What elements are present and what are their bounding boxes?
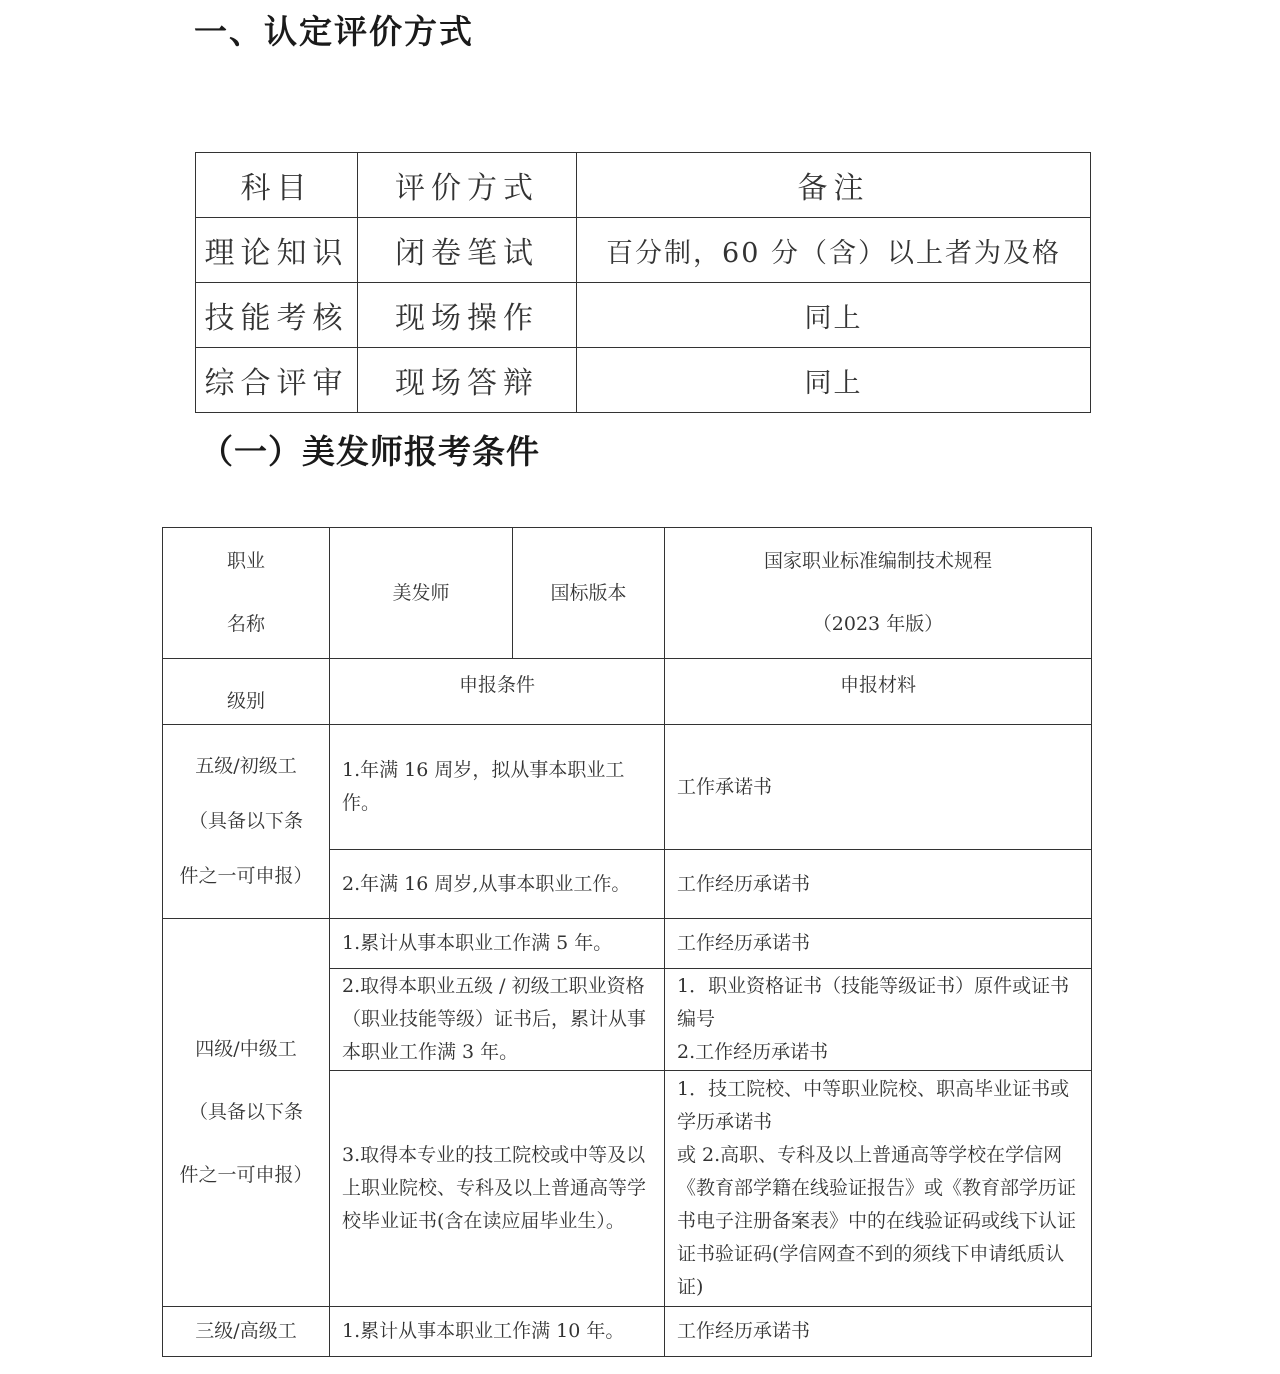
- section-title-evaluation: 一、认定评价方式: [194, 12, 474, 51]
- level-name: 五级/初级工: [195, 755, 297, 777]
- condition-cell: 2.年满 16 周岁,从事本职业工作。: [330, 850, 665, 919]
- header-materials: 申报材料: [665, 659, 1092, 725]
- level-note-line2: 件之一可申报）: [179, 865, 313, 887]
- material-cell: 工作经历承诺书: [665, 850, 1092, 919]
- table-header-row: [196, 153, 1091, 218]
- method-cell: 现场答辩: [358, 348, 577, 413]
- table-row: [196, 348, 1091, 413]
- note-cell: 同上: [577, 283, 1091, 348]
- material-line: 2.工作经历承诺书: [677, 1041, 829, 1063]
- occupation-label-line1: 职业: [226, 550, 265, 572]
- level-name: 四级/中级工: [195, 1038, 297, 1060]
- material-line: 1．技工院校、中等职业院校、职高毕业证书或学历承诺书: [677, 1078, 1070, 1133]
- section-title-hairdresser: （一）美发师报考条件: [200, 432, 540, 471]
- subject-cell: 理论知识: [196, 218, 358, 283]
- evaluation-method-table: [195, 152, 1091, 413]
- method-cell: 闭卷笔试: [358, 218, 577, 283]
- occupation-label-cell: [163, 528, 330, 659]
- hairdresser-requirements-table: [162, 527, 1092, 1357]
- level-note-line2: 件之一可申报）: [179, 1164, 313, 1186]
- condition-cell: 1.累计从事本职业工作满 10 年。: [330, 1307, 665, 1357]
- level-note-line1: （具备以下条: [188, 1101, 303, 1123]
- table-row: [196, 283, 1091, 348]
- material-line: 或 2.高职、专科及以上普通高等学校在学信网《教育部学籍在线验证报告》或《教育部学历证书电子注册备案表》中的在线验证码或线下认证证书验证码(学信网查不到的须线下申请纸质认证): [677, 1144, 1077, 1298]
- note-cell: 同上: [577, 348, 1091, 413]
- material-cell: [665, 1071, 1092, 1307]
- material-cell: 工作经历承诺书: [665, 919, 1092, 969]
- standard-name-cell: [665, 528, 1092, 659]
- level-cell: 三级/高级工: [163, 1307, 330, 1357]
- header-conditions: 申报条件: [330, 659, 665, 725]
- standard-year: （2023 年版）: [812, 613, 944, 635]
- level-cell: [163, 919, 330, 1307]
- note-cell: 百分制，60 分（含）以上者为及格: [577, 218, 1091, 283]
- table-row: [163, 919, 1092, 969]
- level-note-line1: （具备以下条: [188, 810, 303, 832]
- table-row: [163, 1307, 1092, 1357]
- method-cell: 现场操作: [358, 283, 577, 348]
- occupation-name-cell: 美发师: [330, 528, 513, 659]
- condition-cell: 1.年满 16 周岁，拟从事本职业工作。: [330, 725, 665, 850]
- standard-name: 国家职业标准编制技术规程: [763, 550, 992, 572]
- material-cell: 工作承诺书: [665, 725, 1092, 850]
- header-level: 级别: [163, 659, 330, 725]
- occupation-row: [163, 528, 1092, 659]
- table-row: [163, 725, 1092, 850]
- condition-cell: 1.累计从事本职业工作满 5 年。: [330, 919, 665, 969]
- occupation-label-line2: 名称: [226, 613, 265, 635]
- subject-cell: 技能考核: [196, 283, 358, 348]
- table-row: [196, 218, 1091, 283]
- material-cell: 工作经历承诺书: [665, 1307, 1092, 1357]
- condition-cell: 3.取得本专业的技工院校或中等及以上职业院校、专科及以上普通高等学校毕业证书(含在读应届毕业生）。: [330, 1071, 665, 1307]
- table-header-row: [163, 659, 1092, 725]
- material-cell: [665, 969, 1092, 1071]
- header-note: 备注: [577, 153, 1091, 218]
- condition-cell: 2.取得本职业五级 / 初级工职业资格（职业技能等级）证书后，累计从事本职业工作满 3 年。: [330, 969, 665, 1071]
- level-cell: [163, 725, 330, 919]
- material-line: 1．职业资格证书（技能等级证书）原件或证书编号: [677, 975, 1070, 1030]
- header-subject: 科目: [196, 153, 358, 218]
- header-method: 评价方式: [358, 153, 577, 218]
- standard-version-label-cell: 国标版本: [513, 528, 665, 659]
- subject-cell: 综合评审: [196, 348, 358, 413]
